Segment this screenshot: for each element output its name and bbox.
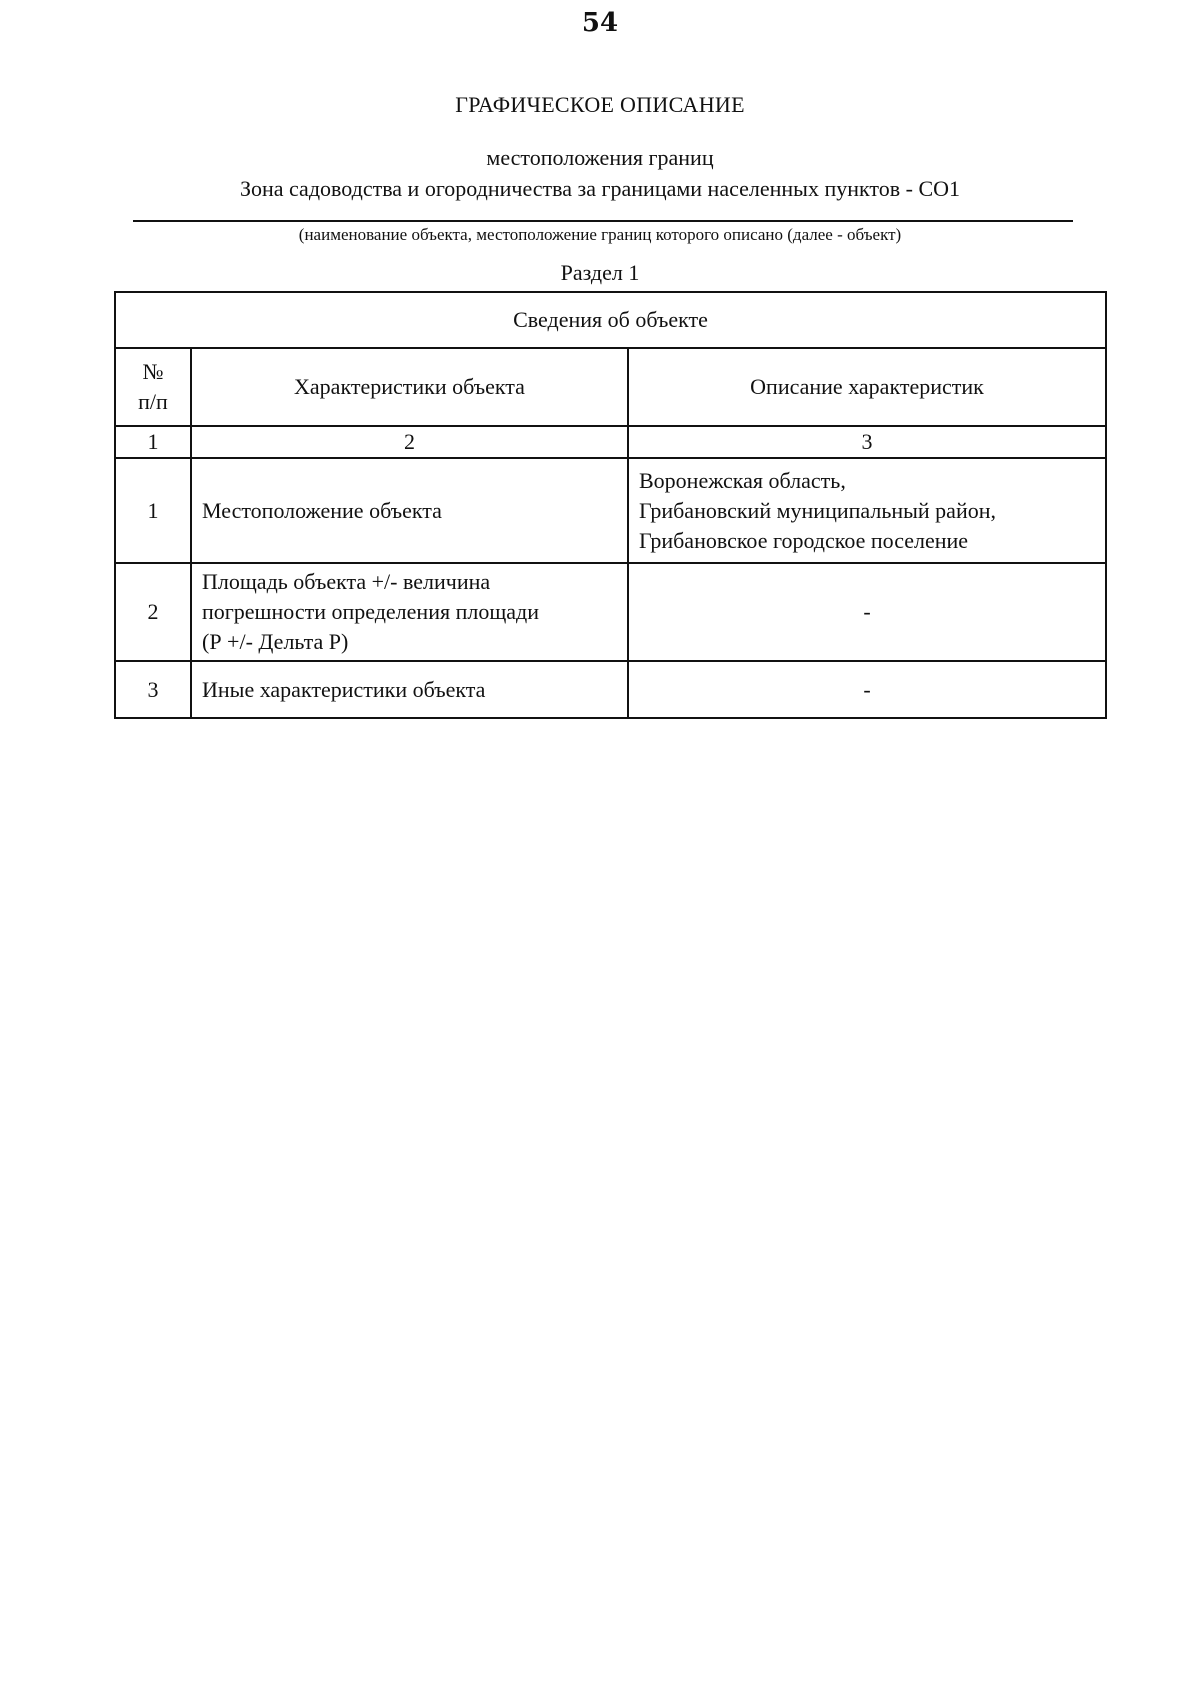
column-number: 3 xyxy=(628,426,1106,458)
section-title: Раздел 1 xyxy=(560,260,640,285)
row-characteristic: Иные характеристики объекта xyxy=(191,661,628,718)
row-number: 2 xyxy=(115,563,191,661)
row-number: 3 xyxy=(115,661,191,718)
document-title: ГРАФИЧЕСКОЕ ОПИСАНИЕ xyxy=(455,92,745,117)
row-number: 1 xyxy=(115,458,191,563)
object-name: Зона садоводства и огородничества за границами населенных пунктов - СО1 xyxy=(239,176,961,201)
object-name-caption: (наименование объекта, местоположение границ которого описано (далее - объект) xyxy=(298,225,902,244)
column-number: 1 xyxy=(115,426,191,458)
table-row xyxy=(115,458,1106,563)
table-header-row xyxy=(115,292,1106,348)
column-number: 2 xyxy=(191,426,628,458)
column-header-characteristic: Характеристики объекта xyxy=(191,348,628,426)
table-row xyxy=(115,563,1106,661)
table-header: Сведения об объекте xyxy=(115,292,1106,348)
page-number: 54 xyxy=(581,8,619,38)
underline-rule xyxy=(133,220,1073,222)
row-description: - xyxy=(628,661,1106,718)
row-description: - xyxy=(628,563,1106,661)
column-header-description: Описание характеристик xyxy=(628,348,1106,426)
row-description: Воронежская область, Грибановский муниципальный район, Грибановское городское поселение xyxy=(628,458,1106,563)
column-header-number: № п/п xyxy=(115,348,191,426)
object-info-table xyxy=(114,291,1107,719)
row-characteristic: Площадь объекта +/- величина погрешности определения площади (Р +/- Дельта Р) xyxy=(191,563,628,661)
row-characteristic: Местоположение объекта xyxy=(191,458,628,563)
subtitle-line-1: местоположения границ xyxy=(486,145,714,170)
table-row xyxy=(115,661,1106,718)
column-numbers-row xyxy=(115,426,1106,458)
table-columns-row xyxy=(115,348,1106,426)
